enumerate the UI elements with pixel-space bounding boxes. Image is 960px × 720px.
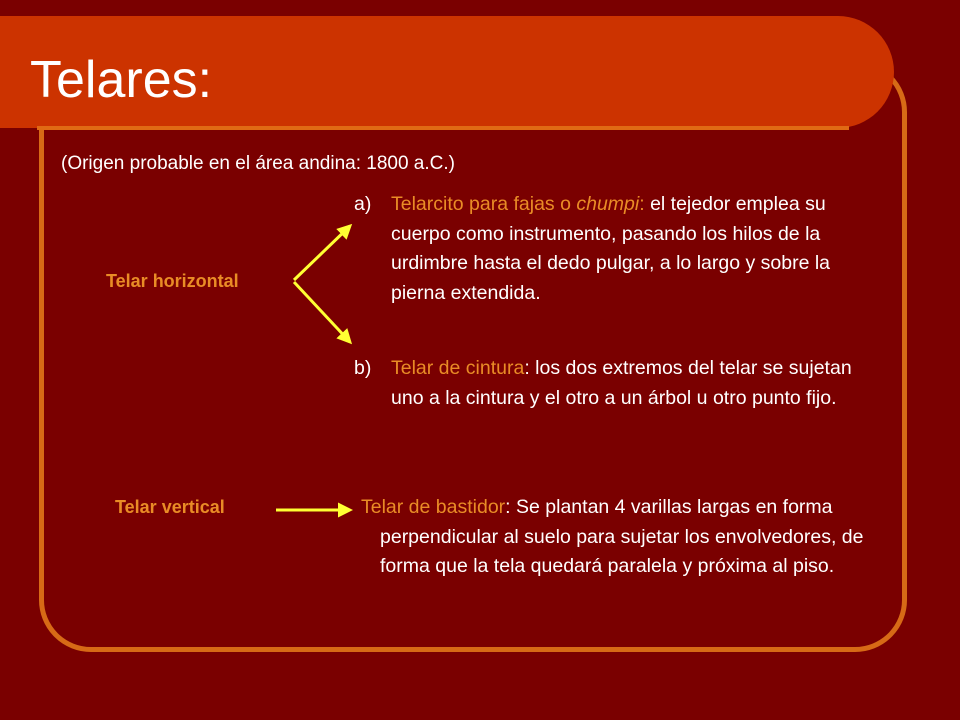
item-b-body <box>391 354 874 413</box>
item-b-term: Telar de cintura <box>391 357 525 379</box>
vertical-separator: : <box>505 496 511 518</box>
item-b-marker: b) <box>354 357 372 379</box>
vertical-term: Telar de bastidor <box>361 496 506 518</box>
item-a-body <box>391 190 874 308</box>
arrow-to-item-b <box>294 282 350 342</box>
slide-title: Telares: <box>30 51 213 109</box>
item-a-term: Telarcito para fajas o <box>391 193 577 215</box>
slide-subtitle: (Origen probable en el área andina: 1800 a.C.) <box>61 153 455 174</box>
item-b-text: los dos extremos del telar se sujetan uno a la cintura y el otro a un árbol u otro punto fijo. <box>391 357 852 409</box>
arrow-to-item-a <box>294 226 350 280</box>
label-telar-vertical: Telar vertical <box>115 497 225 517</box>
item-b-separator: : <box>524 357 530 379</box>
item-a-text: el tejedor emplea su cuerpo como instrumento, pasando los hilos de la urdimbre hasta el dedo pulgar, a lo largo y sobre la pierna extendida. <box>391 193 831 304</box>
label-telar-horizontal: Telar horizontal <box>106 271 239 291</box>
vertical-text: Se plantan 4 varillas largas en forma perpendicular al suelo para sujetar los envolvedores, de forma que la tela quedará paralela y próxima al piso. <box>380 496 864 577</box>
item-a-marker: a) <box>354 193 372 215</box>
item-a-term-italic: chumpi <box>576 193 640 215</box>
vertical-description <box>361 493 877 582</box>
item-a-separator: : <box>639 193 645 215</box>
list-item-a <box>354 190 874 308</box>
list-item-b <box>354 354 874 413</box>
